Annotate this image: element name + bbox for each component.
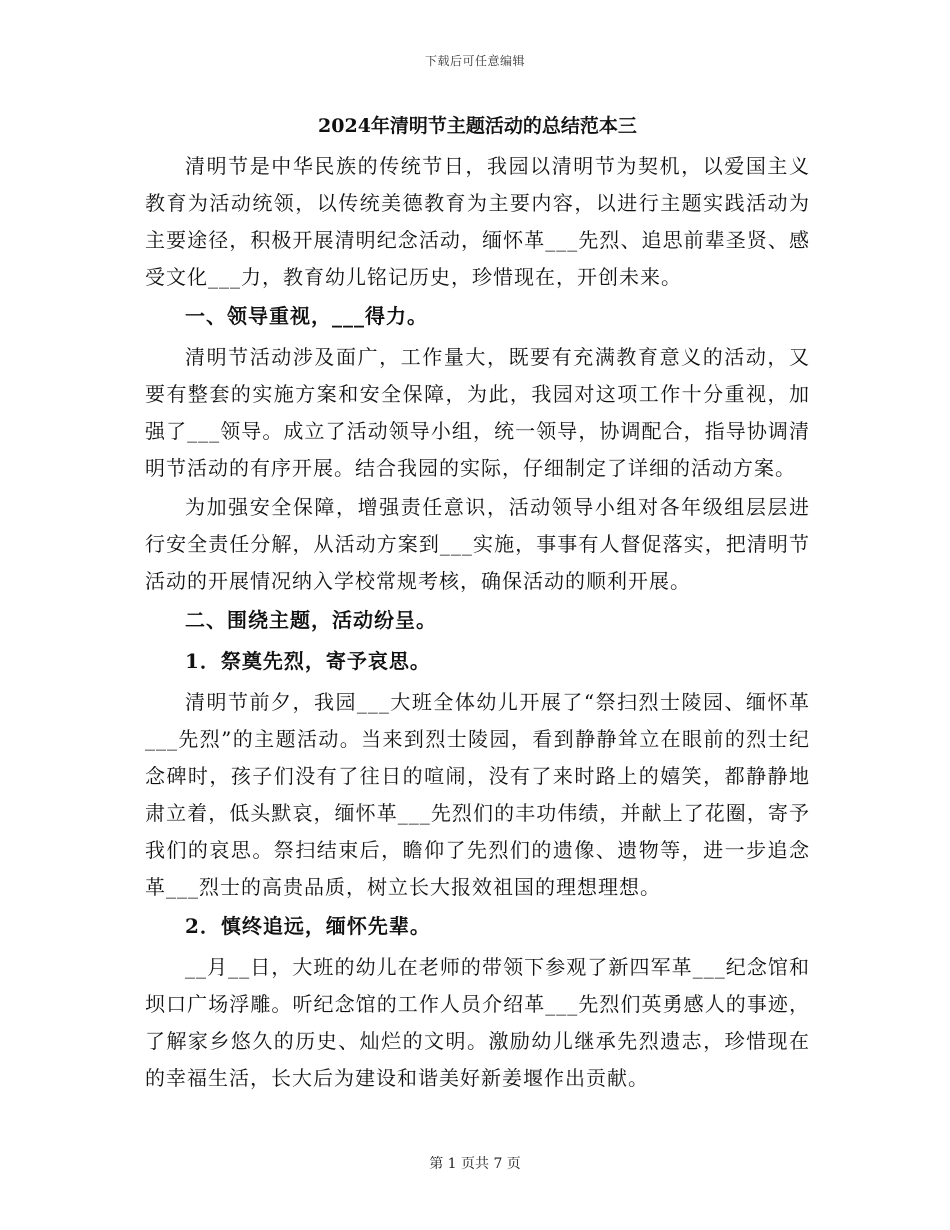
page-number-footer: 第 1 页共 7 页 bbox=[429, 1156, 521, 1172]
section-1-paragraph-1: 清明节活动涉及面广，工作量大，既要有充满教育意义的活动，又要有整套的实施方案和安全保障，为此，我园对这项工作十分重视，加强了___领导。成立了活动领导小组，统一领导，协调配合，指导协调清明节活动的有序开展。结合我园的实际，仔细制定了详细的活动方案。 bbox=[145, 345, 810, 480]
subsection-1-heading: 1．祭奠先烈，寄予哀思。 bbox=[185, 649, 431, 673]
subsection-1-paragraph: 清明节前夕，我园___大班全体幼儿开展了“祭扫烈士陵园、缅怀革___先烈”的主题活动。当来到烈士陵园，看到静静耸立在眼前的烈士纪念碑时，孩子们没有了往日的喧闹，没有了来时路上的嬉笑，都静静地肃立着，低头默哀，缅怀革___先烈们的丰功伟绩，并献上了花圈，寄予我们的哀思。祭扫结束后，瞻仰了先烈们的遗像、遗物等，进一步追念革___烈士的高贵品质，树立长大报效祖国的理想理想。 bbox=[145, 690, 810, 899]
header-note: 下载后可任意编辑 bbox=[424, 54, 525, 68]
document-title: 2024年清明节主题活动的总结范本三 bbox=[318, 115, 637, 137]
section-2-heading: 二、围绕主题，活动纷呈。 bbox=[185, 608, 437, 632]
subsection-2-heading: 2．慎终追远，缅怀先辈。 bbox=[185, 914, 431, 938]
section-1-paragraph-2: 为加强安全保障，增强责任意识，活动领导小组对各年级组层层进行安全责任分解，从活动方案到___实施，事事有人督促落实，把清明节活动的开展情况纳入学校常规考核，确保活动的顺利开展。 bbox=[145, 495, 810, 593]
intro-paragraph: 清明节是中华民族的传统节日，我园以清明节为契机，以爱国主义教育为活动统领，以传统美德教育为主要内容，以进行主题实践活动为主要途径，积极开展清明纪念活动，缅怀革___先烈、追思前辈圣贤、感受文化___力，教育幼儿铭记历史，珍惜现在，开创未来。 bbox=[145, 154, 810, 289]
document-body bbox=[145, 110, 810, 1099]
section-1-heading: 一、领导重视，___得力。 bbox=[185, 304, 428, 328]
subsection-2-paragraph: __月__日，大班的幼儿在老师的带领下参观了新四军革___纪念馆和坝口广场浮雕。听纪念馆的工作人员介绍革___先烈们英勇感人的事迹，了解家乡悠久的历史、灿烂的文明。激励幼儿继承先烈遗志，珍惜现在的幸福生活，长大后为建设和谐美好新姜堰作出贡献。 bbox=[145, 955, 810, 1090]
